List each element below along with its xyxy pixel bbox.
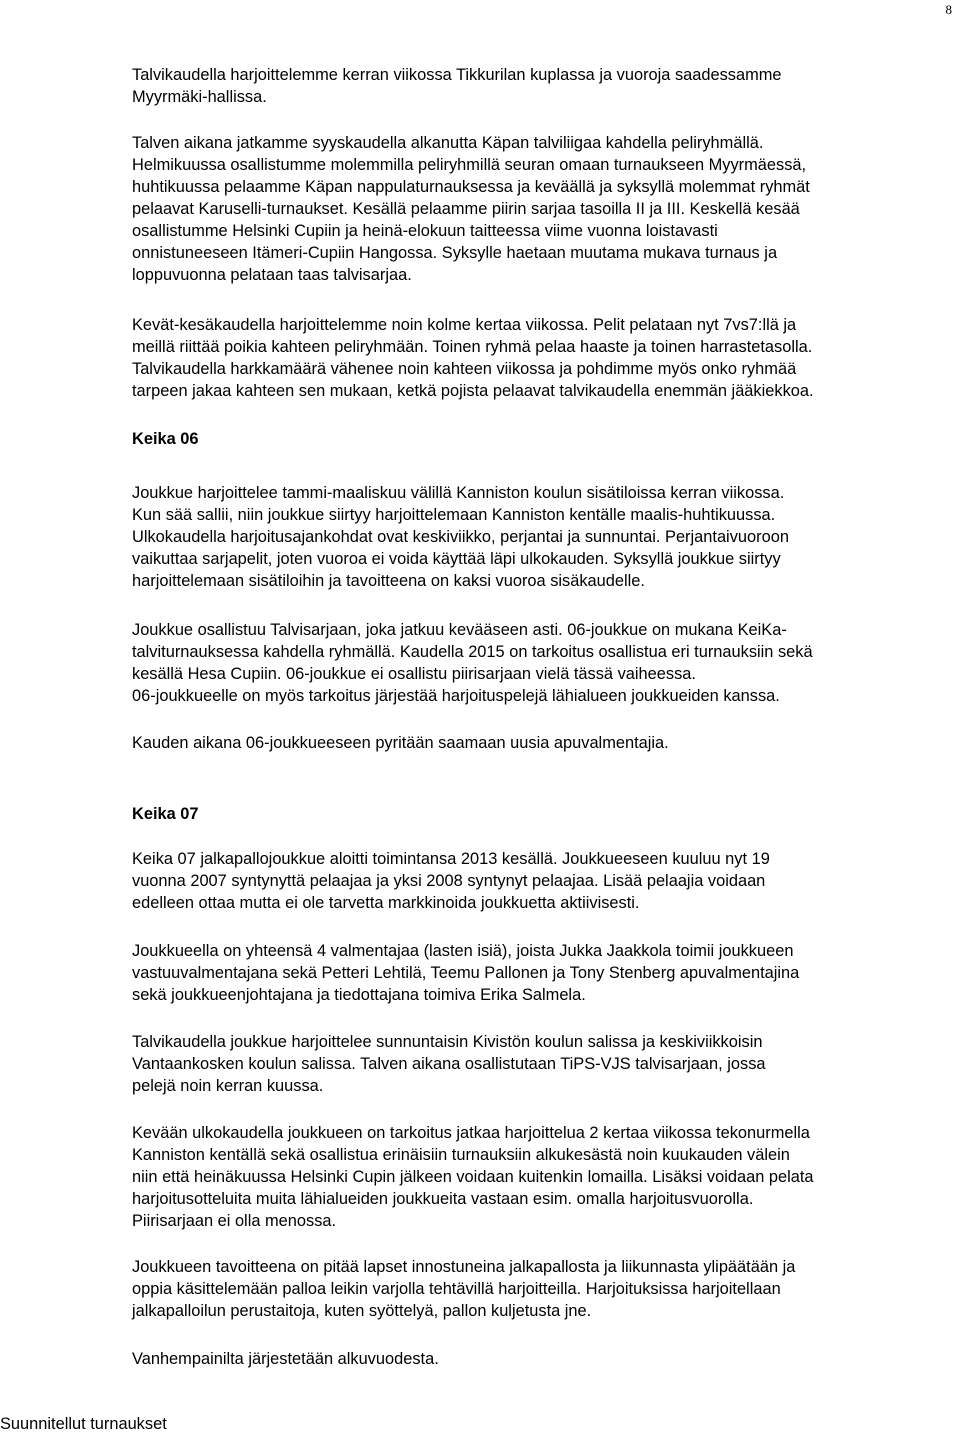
paragraph [132, 1256, 795, 1322]
text-line: Kevään ulkokaudella joukkueen on tarkoitus jatkaa harjoittelua 2 kertaa viikossa tekonurmella [132, 1124, 810, 1142]
text-line: Joukkue osallistuu Talvisarjaan, joka jatkuu kevääseen asti. 06-joukkue on mukana KeiKa- [132, 621, 787, 639]
text-line: Ulkokaudella harjoitusajankohdat ovat keskiviikko, perjantai ja sunnuntai. Perjantaivuoroon [132, 528, 789, 546]
text-line: harjoitusotteluita muita lähialueiden joukkueita vastaan esim. omalla harjoitusvuorolla. [132, 1190, 754, 1208]
text-line: huhtikuussa pelaamme Käpan nappulaturnauksessa ja keväällä ja syksyllä molemmat ryhmät [132, 178, 810, 196]
text-line: Kauden aikana 06-joukkueeseen pyritään saamaan uusia apuvalmentajia. [132, 734, 669, 752]
paragraph [132, 482, 789, 592]
text-line: talviturnauksessa kahdella ryhmällä. Kaudella 2015 on tarkoitus osallistua eri turnauksiin sekä [132, 643, 813, 661]
text-line: Keika 07 jalkapallojoukkue aloitti toimintansa 2013 kesällä. Joukkueeseen kuuluu nyt 19 [132, 850, 770, 868]
text-line: pelejä noin kerran kuussa. [132, 1077, 324, 1095]
text-line: osallistumme Helsinki Cupiin ja heinä-elokuun taitteessa viime vuonna loistavasti [132, 222, 718, 240]
page-number: 8 [945, 2, 952, 17]
text-line: Kevät-kesäkaudella harjoittelemme noin kolme kertaa viikossa. Pelit pelataan nyt 7vs7:llä ja [132, 316, 797, 334]
text-line: Vanhempainilta järjestetään alkuvuodesta. [132, 1350, 439, 1368]
text-line: edelleen ottaa mutta ei ole tarvetta markkinoida joukkuetta aktiivisesti. [132, 894, 640, 912]
text-line: jalkapalloilun perustaitoja, kuten syöttelyä, pallon kuljetusta jne. [132, 1302, 592, 1320]
text-line: kesällä Hesa Cupiin. 06-joukkue ei osallistu piirisarjaan vielä tässä vaiheessa. [132, 665, 696, 683]
text-line: Kun sää sallii, niin joukkue siirtyy harjoittelemaan Kanniston kentälle maalis-huhtikuussa. [132, 506, 776, 524]
paragraph [132, 314, 814, 402]
text-line: Kanniston kentällä sekä osallistua erinäisiin turnauksiin alkukesästä noin kuukauden välein [132, 1146, 790, 1164]
section-heading-keika-07: Keika 07 [132, 805, 199, 823]
text-line: Talvikaudella joukkue harjoittelee sunnuntaisin Kivistön koulun salissa ja keskiviikkoisin [132, 1033, 763, 1051]
text-line: niin että heinäkuussa Helsinki Cupin jälkeen voidaan kuitenkin lomailla. Lisäksi voidaan pelata [132, 1168, 814, 1186]
text-line: harjoittelemaan sisätiloihin ja tavoitteena on kaksi vuoroa sisäkaudelle. [132, 572, 645, 590]
text-line: Joukkueella on yhteensä 4 valmentajaa (lasten isiä), joista Jukka Jaakkola toimii joukkueen [132, 942, 794, 960]
paragraph [132, 940, 799, 1006]
text-line: vaikuttaa sarjapelit, joten vuoroa ei voida käyttää läpi ulkokauden. Syksyllä joukkue siirtyy [132, 550, 781, 568]
paragraph [132, 132, 810, 286]
text-line: vuonna 2007 syntynyttä pelaajaa ja yksi 2008 syntynyt pelaajaa. Lisää pelaajia voidaan [132, 872, 766, 890]
text-line: Vantaankosken koulun salissa. Talven aikana osallistutaan TiPS-VJS talvisarjaan, jossa [132, 1055, 766, 1073]
text-line: Joukkueen tavoitteena on pitää lapset innostuneina jalkapallosta ja liikunnasta ylipäätään ja [132, 1258, 796, 1276]
text-line: tarpeen jakaa kahteen sen mukaan, ketkä pojista pelaavat talvikaudella enemmän jääkiekkoa. [132, 382, 814, 400]
paragraph [132, 64, 782, 108]
text-line: pelaavat Karuselli-turnaukset. Kesällä pelaamme piirin sarjaa tasoilla II ja III. Keskellä kesää [132, 200, 800, 218]
text-line: vastuuvalmentajana sekä Petteri Lehtilä, Teemu Pallonen ja Tony Stenberg apuvalmentajina [132, 964, 800, 982]
text-line: Talvikaudella harkkamäärä vähenee noin kahteen viikossa ja pohdimme myös onko ryhmää [132, 360, 797, 378]
paragraph [132, 732, 669, 754]
text-line: Talven aikana jatkamme syyskaudella alkanutta Käpan talviliigaa kahdella peliryhmällä. [132, 134, 764, 152]
text-line: onnistuneeseen Itämeri-Cupiin Hangossa. Syksylle haetaan muutama mukava turnaus ja [132, 244, 778, 262]
text-line: oppia käsittelemään palloa leikin varjolla tehtävillä harjoitteilla. Harjoituksissa harjoitellaan [132, 1280, 781, 1298]
text-line: sekä joukkueenjohtajana ja tiedottajana toimiva Erika Salmela. [132, 986, 586, 1004]
text-line: Joukkue harjoittelee tammi-maaliskuu välillä Kanniston koulun sisätiloissa kerran viikossa. [132, 484, 785, 502]
text-line: Myyrmäki-hallissa. [132, 88, 267, 106]
text-line: Piirisarjaan ei olla menossa. [132, 1212, 337, 1230]
section-heading-keika-06: Keika 06 [132, 430, 199, 448]
text-line: meillä riittää poikia kahteen peliryhmään. Toinen ryhmä pelaa haaste ja toinen harrastetasolla. [132, 338, 813, 356]
paragraph [132, 1122, 814, 1232]
text-line: 06-joukkueelle on myös tarkoitus järjestää harjoituspelejä lähialueen joukkueiden kanssa. [132, 687, 780, 705]
text-line: Helmikuussa osallistumme molemmilla peliryhmillä seuran omaan turnaukseen Myyrmäessä, [132, 156, 807, 174]
text-line: loppuvuonna pelataan taas talvisarjaa. [132, 266, 412, 284]
paragraph [132, 1348, 439, 1370]
text-line: Talvikaudella harjoittelemme kerran viikossa Tikkurilan kuplassa ja vuoroja saadessamme [132, 66, 782, 84]
footer-text: Suunnitellut turnaukset [0, 1415, 167, 1433]
paragraph [132, 848, 770, 914]
paragraph [132, 1031, 766, 1097]
paragraph [132, 619, 813, 707]
